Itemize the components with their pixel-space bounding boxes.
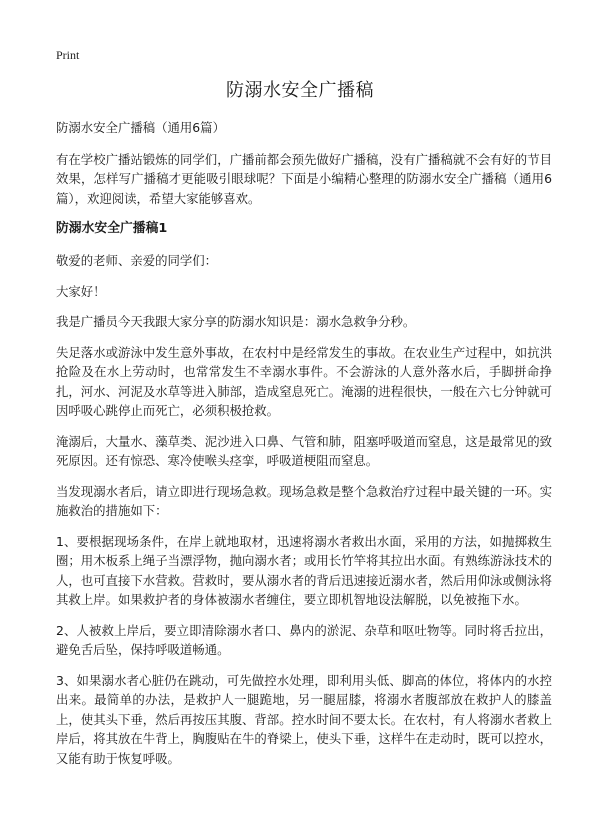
intro-paragraph: 有在学校广播站锻炼的同学们，广播前都会预先做好广播稿，没有广播稿就不会有好的节目效果，怎样写广播稿才更能吸引眼球呢？下面是小编精心整理的防溺水安全广播稿（通用6篇），欢迎阅读，希望大家能够喜欢。 [56,151,552,206]
section-heading: 防溺水安全广播稿1 [56,221,168,236]
greeting-paragraph: 敬爱的老师、亲爱的同学们： [56,253,218,268]
rescue-step-1: 1、要根据现场条件，在岸上就地取材，迅速将溺水者救出水面，采用的方法，如抛掷救生圈；用木板系上绳子当漂浮物，抛向溺水者；或用长竹竿将其拉出水面。有熟练游泳技术的人，也可直接下水营救。营救时，要从溺水者的背后迅速接近溺水者，然后用仰泳或侧泳将其救上岸。如果救护者的身体被溺水者缠住，要立即机智地设法解脱，以免被拖下水。 [56,533,552,607]
rescue-step-3: 3、如果溺水者心脏仍在跳动，可先做控水处理，即利用头低、脚高的体位，将体内的水控出来。最简单的办法，是救护人一腿跪地，另一腿屈膝，将溺水者腹部放在救护人的膝盖上，使其头下垂，然后再按压其腹、背部。控水时间不要太长。在农村，有人将溺水者救上岸后，将其放在牛背上，胸腹贴在牛的脊梁上，使头下垂，这样牛在走动时，既可以控水，又能有助于恢复呼吸。 [56,672,552,766]
rescue-step-2: 2、人被救上岸后，要立即清除溺水者口、鼻内的淤泥、杂草和呕吐物等。同时将舌拉出，避免舌后坠，保持呼吸道畅通。 [56,622,552,657]
document-subtitle: 防溺水安全广播稿（通用6篇） [56,120,225,135]
topic-paragraph: 我是广播员今天我跟大家分享的防溺水知识是：溺水急救争分秒。 [56,314,416,329]
article-body [56,118,552,779]
page-title: 防溺水安全广播稿 [226,80,374,101]
hello-paragraph: 大家好！ [56,283,106,299]
body-paragraph: 当发现溺水者后，请立即进行现场急救。现场急救是整个急救治疗过程中最关键的一环。实施救治的措施如下： [56,483,552,518]
print-link[interactable]: Print [56,48,80,62]
body-paragraph: 失足落水或游泳中发生意外事故，在农村中是经常发生的事故。在农业生产过程中，如抗洪抢险及在水上劳动时，也常常发生不幸溺水事件。不会游泳的人意外落水后，手脚拼命挣扎，河水、河泥及水草等进入肺部，造成窒息死亡。淹溺的进程很快，一般在六七分钟就可因呼吸心跳停止而死亡，必须积极抢救。 [56,344,552,418]
body-paragraph: 淹溺后，大量水、藻草类、泥沙进入口鼻、气管和肺，阻塞呼吸道而窒息，这是最常见的致死原因。还有惊恐、寒冷使喉头痉挛，呼吸道梗阻而窒息。 [56,433,552,468]
